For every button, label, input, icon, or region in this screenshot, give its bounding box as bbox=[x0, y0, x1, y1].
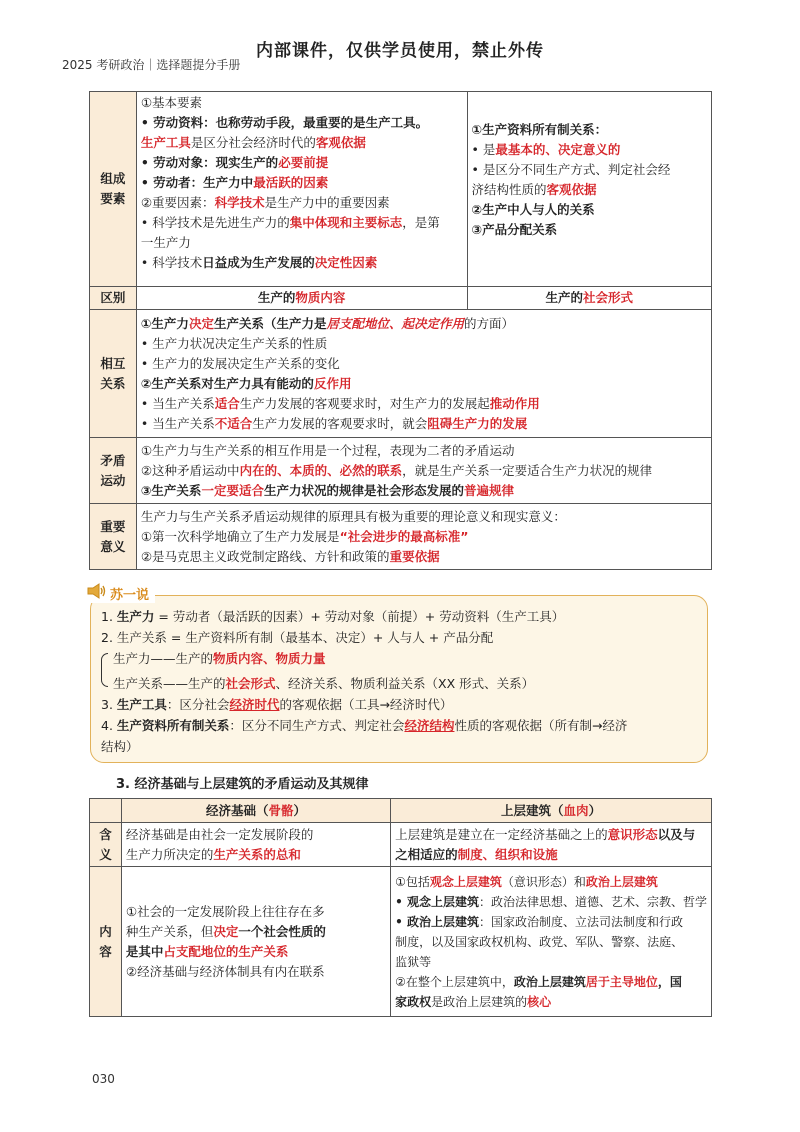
material-content-cell: 生产的物质内容 bbox=[136, 287, 467, 310]
economic-base-header: 经济基础（骨骼） bbox=[121, 799, 390, 823]
table2-header-row bbox=[90, 799, 712, 823]
row-label-content: 内容 bbox=[90, 867, 122, 1017]
composition-row bbox=[90, 92, 712, 287]
interaction-row bbox=[90, 310, 712, 438]
row-label-composition: 组成要素 bbox=[90, 92, 137, 287]
tip-label: 苏一说 bbox=[84, 583, 155, 603]
row-label-contradiction: 矛盾运动 bbox=[90, 438, 137, 504]
corner-cell bbox=[90, 799, 122, 823]
contradiction-content: ①生产力与生产关系的相互作用是一个过程，表现为二者的矛盾运动 ②这种矛盾运动中内在的、本质的、必然的联系，就是生产关系一定要适合生产力状况的规律 ③生产关系一定要适合生产力状况的规律是社会形态发展的普遍规律 bbox=[136, 438, 711, 504]
productive-forces-elements: ①基本要素 • 劳动资料：也称劳动手段，最重要的是生产工具。 生产工具是区分社会经济时代的客观依据 • 劳动对象：现实生产的必要前提 • 劳动者：生产力中最活跃的因素 ②重要因素：科学技术是生产力中的重要因素 • 科学技术是先进生产力的集中体现和主要标志，是第 一生产力 • 科学技术日益成为生产发展的决定性因素 bbox=[136, 92, 467, 287]
productive-forces-table bbox=[89, 91, 712, 570]
brace-icon bbox=[101, 653, 108, 687]
social-form-cell: 生产的社会形式 bbox=[467, 287, 711, 310]
megaphone-icon bbox=[86, 582, 106, 604]
superstructure-meaning: 上层建筑是建立在一定经济基础之上的意识形态以及与 之相适应的制度、组织和设施 bbox=[391, 823, 712, 867]
economic-base-meaning: 经济基础是由社会一定发展阶段的 生产力所决定的生产关系的总和 bbox=[121, 823, 390, 867]
relations-of-production-elements: ①生产资料所有制关系： • 是最基本的、决定意义的 • 是区分不同生产方式、判定社会经 济结构性质的客观依据 ②生产中人与人的关系 ③产品分配关系 bbox=[467, 92, 711, 287]
significance-content: 生产力与生产关系矛盾运动规律的原理具有极为重要的理论意义和现实意义： ①第一次科学地确立了生产力发展是“社会进步的最高标准” ②是马克思主义政党制定路线、方针和政策的重要依据 bbox=[136, 504, 711, 570]
contradiction-row bbox=[90, 438, 712, 504]
content-row bbox=[90, 867, 712, 1017]
economic-base-content: ①社会的一定发展阶段上往往存在多 种生产关系，但决定一个社会性质的 是其中占支配地位的生产关系 ②经济基础与经济体制具有内在联系 bbox=[121, 867, 390, 1017]
page-header-title: 内部课件，仅供学员使用，禁止外传 bbox=[256, 41, 544, 61]
superstructure-header: 上层建筑（血肉） bbox=[391, 799, 712, 823]
book-subtitle: 2025 考研政治｜选择题提分手册 bbox=[62, 58, 241, 72]
section-heading: 3. 经济基础与上层建筑的矛盾运动及其规律 bbox=[116, 777, 369, 792]
superstructure-content: ①包括观念上层建筑（意识形态）和政治上层建筑 • 观念上层建筑：政治法律思想、道德、艺术、宗教、哲学 • 政治上层建筑：国家政治制度、立法司法制度和行政 制度，以及国家政权机构、政党、军队、警察、法庭、 监狱等 ②在整个上层建筑中，政治上层建筑居于主导地位，国 家政权是政治上层建筑的核心 bbox=[391, 867, 712, 1017]
page-number: 030 bbox=[92, 1072, 115, 1086]
tip-box: 1. 生产力 = 劳动者（最活跃的因素）+ 劳动对象（前提）+ 劳动资料（生产工具） 2. 生产关系 = 生产资料所有制（最基本、决定）+ 人与人 + 产品分配 生产力——生产的物质内容、物质力量 生产关系——生产的社会形式、经济关系、物质利益关系（XX 形式、关系） 3. 生产工具：区分社会经济时代的客观依据（工具→经济时代） 4. 生产资料所有制关系：区分不同生产方式、判定社会经济结构性质的客观依据（所有制→经济 结构） bbox=[90, 595, 708, 763]
significance-row bbox=[90, 504, 712, 570]
row-label-significance: 重要意义 bbox=[90, 504, 137, 570]
base-superstructure-table bbox=[89, 798, 712, 1017]
row-label-meaning: 含义 bbox=[90, 823, 122, 867]
meaning-row bbox=[90, 823, 712, 867]
distinction-row bbox=[90, 287, 712, 310]
row-label-distinction: 区别 bbox=[90, 287, 137, 310]
interaction-content: ①生产力决定生产关系（生产力是居支配地位、起决定作用的方面） • 生产力状况决定生产关系的性质 • 生产力的发展决定生产关系的变化 ②生产关系对生产力具有能动的反作用 • 当生产关系适合生产力发展的客观要求时，对生产力的发展起推动作用 • 当生产关系不适合生产力发展的客观要求时，就会阻碍生产力的发展 bbox=[136, 310, 711, 438]
row-label-interaction: 相互关系 bbox=[90, 310, 137, 438]
